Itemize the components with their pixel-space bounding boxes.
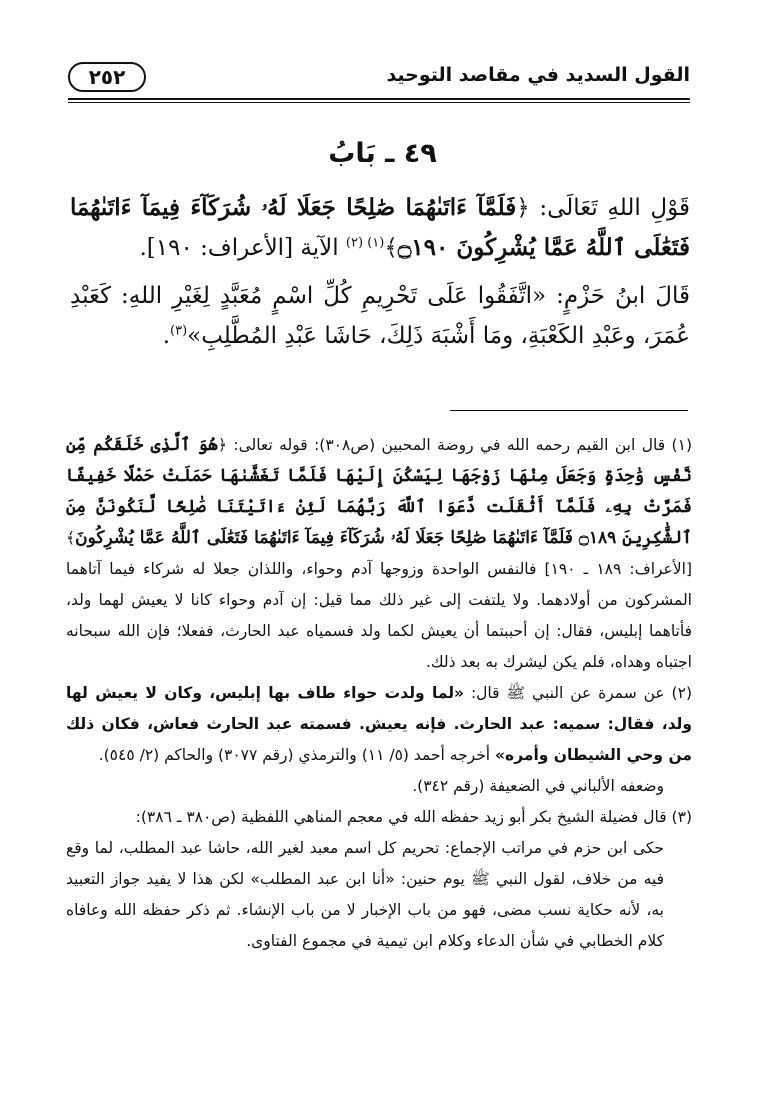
header-rule-thin [68,102,690,103]
footnote-ref[interactable]: (٣) [170,323,188,339]
verse-intro: قَوْلِ اللهِ تَعَالَى: ﴿ [516,195,690,221]
footnote-1 [66,430,692,678]
ibn-hazm-quote: قَالَ ابنُ حَزْمٍ: «اتَّفَقُوا عَلَى تَحْرِيمِ كُلِّ اسْمٍ مُعَبَّدٍ لِغَيْرِ اللهِ: كَعَبْدِ عُمَرَ، وعَبْدِ الكَعْبَةِ، ومَا أَشْبَهَ ذَلِكَ، حَاشَا عَبْدِ المُطَّلِبِ» [70,283,690,349]
footnotes [66,430,692,957]
footnote-2-grading: وضعفه الألباني في الضعيفة (رقم ٣٤٢). [412,777,664,795]
footnote-2-hadith: «لما ولدت حواء طاف بها إبليس، وكان لا يعيش لها ولد، فقال: سميه: عبد الحارث. فإنه يعيش. فسمته عبد الحارث فعاش، فكان ذلك من وحي الشيطان وأمره» [66,684,692,764]
verse-citation: الآية [الأعراف: ١٩٠]. [139,235,346,261]
page-number: ٢٥٢ [68,62,146,92]
quran-verse: فَلَمَّآ ءَاتَىٰهُمَا صَٰلِحًا جَعَلَا لَهُۥ شُرَكَآءَ فِيمَآ ءَاتَىٰهُمَا فَتَعَٰلَى ٱللَّهُ عَمَّا يُشْرِكُونَ ۝١٩٠ [70,194,690,261]
footnote-3-body: حكى ابن حزم في مراتب الإجماع: تحريم كل اسم معبد لغير الله، حاشا عبد المطلب، لما وقع فيه من خلاف، لقول النبي ﷺ يوم حنين: «أنا ابن عبد المطلب» لكن هذا لا يفيد جواز التعبيد به، لأنه حكاية نسب مضى، فهو من باب الإخبار لا من باب الإنشاء. ثم ذكر حفظه الله وعافاه كلام الخطابي في شأن الدعاء وكلام ابن تيمية في مجموع الفتاوى. [66,839,664,950]
footnote-ref[interactable]: (١) (٢) [345,235,385,251]
footnote-separator [450,410,688,411]
footnote-1-verse: هُوَ ٱلَّذِى خَلَقَكُم مِّن نَّفْسٍ وَٰحِدَةٍ وَجَعَلَ مِنْهَا زَوْجَهَا لِيَسْكُنَ إِلَيْهَا فَلَمَّا تَغَشَّىٰهَا حَمَلَتْ حَمْلًا خَفِيفًا فَمَرَّتْ بِهِۦ فَلَمَّآ أَثْقَلَت دَّعَوَا ٱللَّهَ رَبَّهُمَا لَئِنْ ءَاتَيْتَنَا صَٰلِحًا لَّنَكُونَنَّ مِنَ ٱلشَّٰكِرِينَ ۝١٨٩ فَلَمَّآ ءَاتَىٰهُمَا صَٰلِحًا جَعَلَا لَهُۥ شُرَكَآءَ فِيمَآ ءَاتَىٰهُمَا فَتَعَٰلَى ٱللَّهُ عَمَّا يُشْرِكُونَ [66,435,692,548]
book-title: القول السديد في مقاصد التوحيد [386,64,690,86]
ibn-hazm-paragraph [70,276,690,356]
footnote-3: (٣) قال فضيلة الشيخ بكر أبو زيد حفظه الله في معجم المناهي اللفظية (ص٣٨٠ ـ ٣٨٦): [135,808,692,826]
main-text [70,188,690,364]
verse-close-bracket: ﴾ [384,235,398,261]
page-header [68,60,690,100]
footnote-1-intro: (١) قال ابن القيم رحمه الله في روضة المحبين (ص٣٠٨): قوله تعالى: ﴿ [217,436,692,454]
header-rule [68,98,690,100]
chapter-heading: ٤٩ ـ بَابُ [328,138,437,169]
verse-paragraph [70,188,690,268]
footnote-2-source: أخرجه أحمد (٥/ ١١) والترمذي (رقم ٣٠٧٧) والحاكم (٢/ ٥٤٥). [98,746,496,764]
paragraph-end: . [162,323,170,349]
footnote-1-text: ﴾ [الأعراف: ١٨٩ ـ ١٩٠] فالنفس الواحدة وزوجها آدم وحواء، واللذان جعلا له شركاء فيما آتاهما المشركون من أولادهما. ولا يلتفت إلى غير ذلك مما قيل: إن آدم وحواء كانا لا يعيش لهما ولد، فأتاهما إبليس، فقال: إن أحببتما أن يعيش لكما ولد فسمياه عبد الحارث، ففعلا؛ فإن الله سبحانه اجتباه وهداه، فلم يكن ليشرك به بعد ذلك. [66,529,692,671]
footnote-2 [66,678,692,771]
footnote-2-intro: (٢) عن سمرة عن النبي ﷺ قال: [464,684,692,702]
